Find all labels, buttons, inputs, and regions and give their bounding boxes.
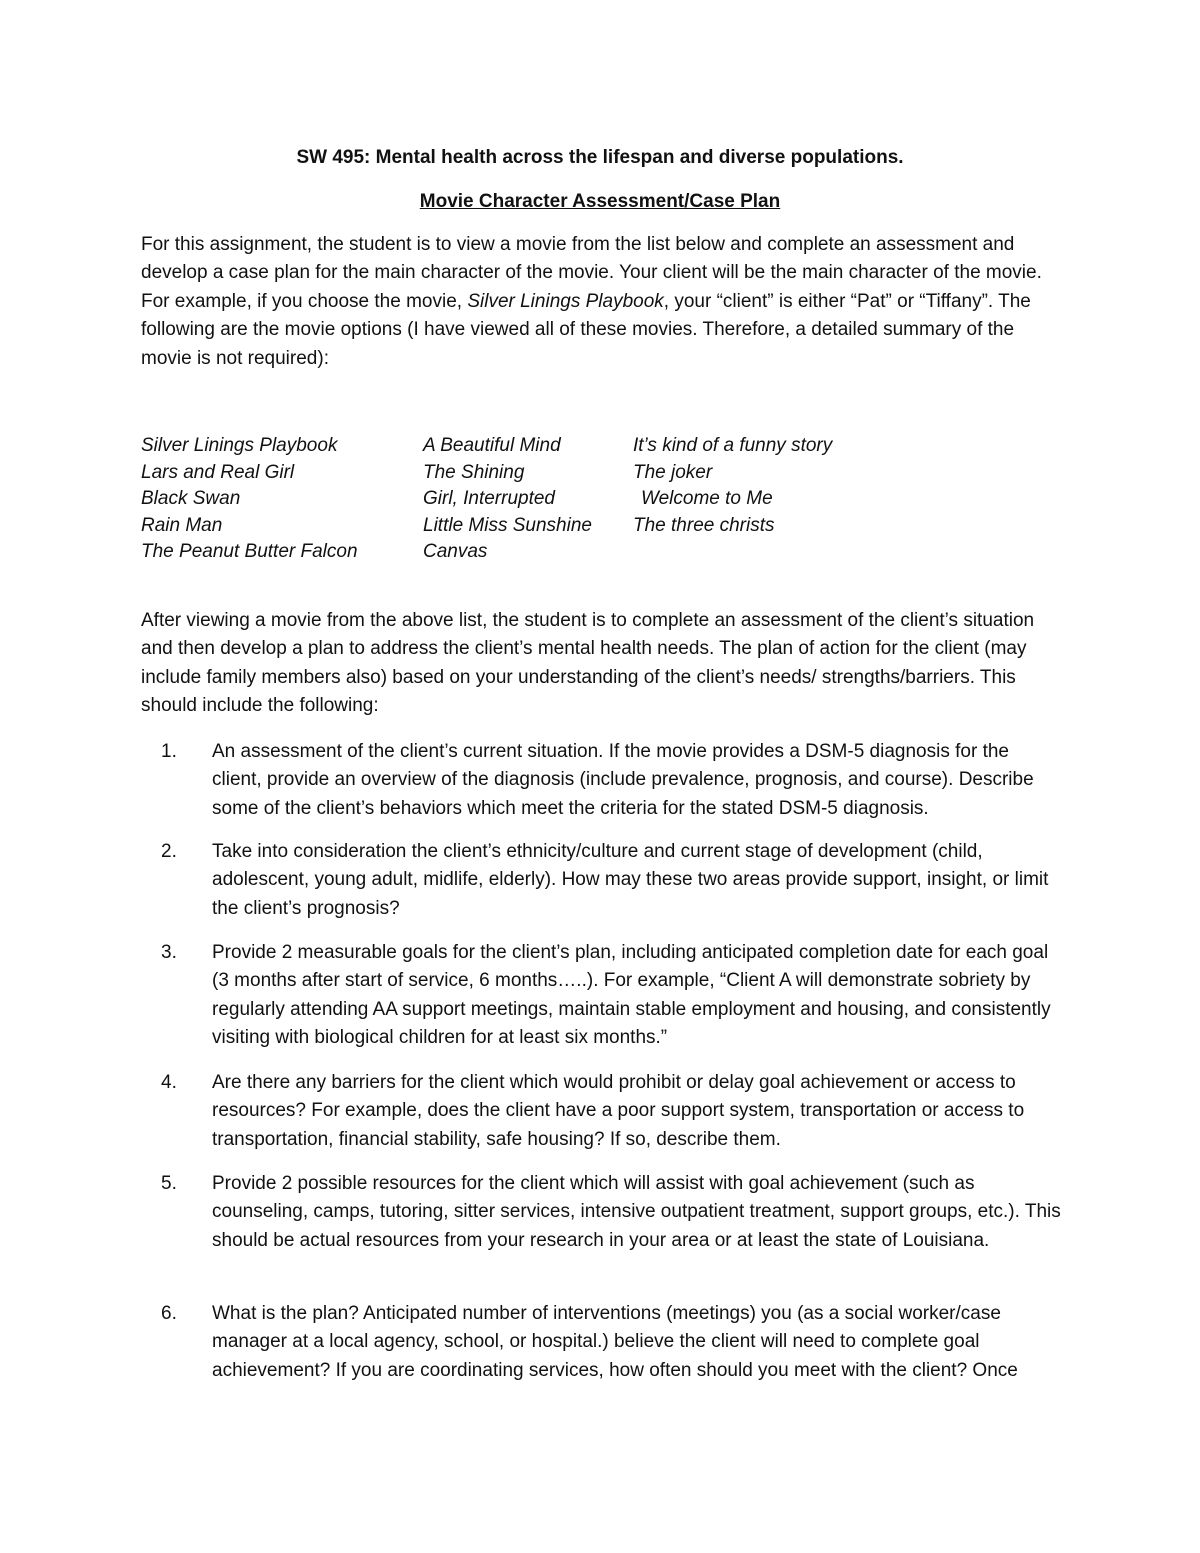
movie-option: The three christs (633, 514, 775, 536)
list-item-text: Take into consideration the client’s ethnicity/culture and current stage of development (child, adolescent, young adult, midlife, elderly). How may these two areas provide support, insight, or limit the client’s prognosis? (212, 841, 1049, 919)
course-title: SW 495: Mental health across the lifespan and diverse populations. (296, 147, 904, 168)
movie-option: A Beautiful Mind (423, 435, 561, 456)
list-item-number: 2. (161, 841, 177, 862)
list-item-number: 5. (161, 1173, 177, 1194)
intro-text-part2: , your “client” is either “Pat” or “Tiffany”. The following are the movie options (I have viewed all of these movies. Therefore, a detailed summary of the movie is not required): (141, 290, 1031, 369)
movie-option: The Shining (423, 461, 525, 483)
intro-text-part1: For this assignment, the student is to view a movie from the list below and complete an assessment and develop a case plan for the main character of the movie. Your client will be the main character of the movie. For example, if you choose the movie, (141, 234, 1042, 312)
list-item-text: What is the plan? Anticipated number of interventions (meetings) you (as a social worker/case manager at a local agency, school, or hospital.) believe the client will need to complete goal achievement? If you are coordinating services, how often should you meet with the client? Once (212, 1303, 1018, 1381)
movie-column-2 (423, 433, 592, 566)
movie-option: Girl, Interrupted (423, 488, 555, 509)
list-item-text: Provide 2 measurable goals for the client’s plan, including anticipated completion date for each goal (3 months after start of service, 6 months…..). For example, “Client A will demonstrate sobriety by regularly attending AA support meetings, maintain stable employment and housing, and consistently visiting with biological children for at least six months.” (212, 942, 1051, 1049)
instructions-paragraph: After viewing a movie from the above list, the student is to complete an assessment of the client’s situation and then develop a plan to address the client’s mental health needs. The plan of action for the client (may include family members also) based on your understanding of the client’s needs/ strengths/barriers. This should include the following: (141, 610, 1035, 717)
assignment-heading: Movie Character Assessment/Case Plan (419, 191, 781, 212)
list-item-number: 6. (161, 1303, 177, 1324)
intro-paragraph (141, 231, 1061, 373)
list-item-text: Provide 2 possible resources for the client which will assist with goal achievement (such as counseling, camps, tutoring, sitter services, intensive outpatient treatment, support groups, etc.). This should be actual resources from your research in your area or at least the state of Louisiana. (212, 1173, 1061, 1251)
intro-example-movie: Silver Linings Playbook (467, 290, 664, 312)
list-item-text: An assessment of the client’s current situation. If the movie provides a DSM-5 diagnosis for the client, provide an overview of the diagnosis (include prevalence, prognosis, and course). Describe some of the client’s behaviors which meet the criteria for the stated DSM-5 diagnosis. (212, 741, 1034, 819)
movie-option: Welcome to Me (641, 488, 773, 509)
movie-option: The Peanut Butter Falcon (141, 541, 358, 562)
movie-option: Canvas (423, 541, 488, 562)
movie-option: Silver Linings Playbook (141, 435, 338, 456)
list-item-number: 3. (161, 942, 177, 963)
movie-option: The joker (633, 461, 713, 483)
list-item-text: Are there any barriers for the client which would prohibit or delay goal achievement or access to resources? For example, does the client have a poor support system, transportation or access to transportation, financial stability, safe housing? If so, describe them. (212, 1072, 1025, 1150)
movie-option: It’s kind of a funny story (633, 435, 833, 456)
movie-option: Black Swan (141, 488, 241, 509)
list-item-number: 1. (161, 741, 177, 762)
movie-option: Little Miss Sunshine (423, 514, 592, 536)
movie-option: Rain Man (141, 514, 223, 536)
movie-column-1 (141, 433, 358, 566)
movie-option: Lars and Real Girl (141, 461, 295, 483)
list-item-number: 4. (161, 1072, 177, 1093)
movie-column-3 (633, 433, 832, 539)
